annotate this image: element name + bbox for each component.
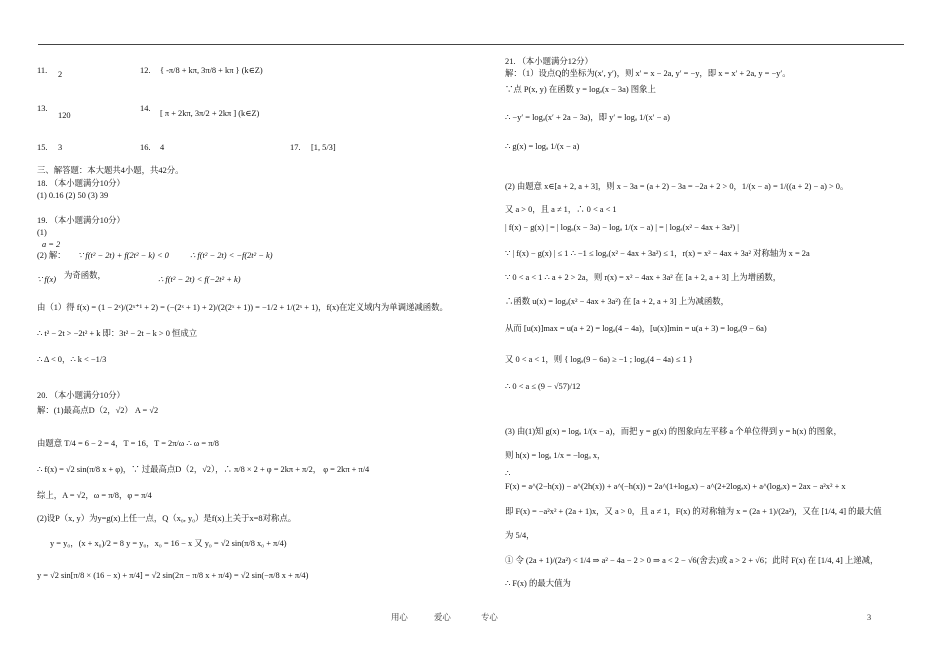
q21-line-21: ∴ F(x) 的最大值为 bbox=[505, 579, 571, 588]
q20-line-3: ∴ f(x) = √2 sin(π/8 x + φ)，∵ 过最高点D（2，√2），∴ π/8 × 2 + φ = 2kπ + π/2， φ = 2kπ + π/4 bbox=[37, 465, 370, 474]
q21-line-9: ∵ 0 < a < 1 ∴ a + 2 > 2a，则 r(x) = x² − 4ax + 3a² 在 [a + 2, a + 3] 上为增函数， bbox=[505, 273, 782, 282]
q19-part2-label: (2) 解： bbox=[37, 251, 66, 260]
q21-line-8: ∵ | f(x) − g(x) | ≤ 1 ∴ −1 ≤ logₐ(x² − 4ax + 3a²) ≤ 1，r(x) = x² − 4ax + 3a² 对称轴为 x = 2a bbox=[505, 249, 810, 258]
q21-line-14: (3) 由(1)知 g(x) = logₐ 1/(x − a)，而把 y = g(x) 的图象向左平移 a 个单位得到 y = h(x) 的图象， bbox=[505, 427, 842, 436]
q20-line-1: 解：(1)最高点D（2，√2） A = √2 bbox=[37, 406, 159, 415]
header-rule bbox=[38, 44, 904, 45]
q20-line-7: y = √2 sin[π/8 × (16 − x) + π/4] = √2 sin(2π − π/8 x + π/4) = √2 sin(−π/8 x + π/4) bbox=[37, 571, 309, 580]
q20-line-2: 由题意 T/4 = 6 − 2 = 4，T = 16，T = 2π/ω ∴ ω = π/8 bbox=[37, 439, 219, 448]
answer-16-num: 16. bbox=[140, 143, 151, 152]
answer-17-val: [1, 5/3] bbox=[311, 143, 336, 152]
answer-15-num: 15. bbox=[37, 143, 48, 152]
q21-line-5: (2) 由题意 x∈[a + 2, a + 3]，则 x − 3a = (a + 2) − 3a = −2a + 2 > 0，1/(x − a) = 1/((a + 2) − a) > 0。 bbox=[505, 182, 849, 191]
q18-answers: (1) 0.16 (2) 50 (3) 39 bbox=[37, 191, 109, 200]
q19-odd-function-text: 为奇函数， bbox=[64, 271, 106, 280]
section-3-heading: 三、解答题：本大题共4小题，共42分。 bbox=[37, 166, 184, 175]
footer-yongxin: 用心 bbox=[391, 613, 408, 622]
q21-line-20: ① 令 (2a + 1)/(2a²) < 1/4 ⇒ a² − 4a − 2 > 0 ⇒ a < 2 − √6(舍去)或 a > 2 + √6；此时 F(x) 在 [1/4, 4] 上递减， bbox=[505, 556, 879, 565]
q19-always-holds: ∴ t² − 2t > −2t² + k 即：3t² − 2t − k > 0 恒成立 bbox=[37, 329, 198, 338]
q20-line-6: y = y₀，(x + x₀)/2 = 8 y = y₀，x₀ = 16 − x 又 y₀ = √2 sin(π/8 x₀ + π/4) bbox=[50, 539, 287, 548]
q19-line-inequality-2: ∴ f(t² − 2t) < −f(2t² − k) bbox=[190, 251, 273, 260]
answer-11-num: 11. bbox=[37, 66, 48, 75]
footer-aixin: 爱心 bbox=[434, 613, 451, 622]
page-number: 3 bbox=[867, 613, 872, 622]
q21-line-10: ∴函数 u(x) = logₐ(x² − 4ax + 3a²) 在 [a + 2, a + 3] 上为减函数， bbox=[505, 297, 729, 306]
q21-line-17: F(x) = a^(2−h(x)) − a^(2h(x)) + a^(−h(x)) = 2a^(1+logₐx) − a^(2+2logₐx) + a^(logₐx) = 2ax − a²x² + x bbox=[505, 482, 846, 491]
q21-line-12: 又 0 < a < 1，则 { logₐ(9 − 6a) ≥ −1 ; logₐ(4 − 4a) ≤ 1 } bbox=[505, 355, 693, 364]
q20-line-4: 综上，A = √2，ω = π/8，φ = π/4 bbox=[37, 491, 152, 500]
q21-line-7: | f(x) − g(x) | = | logₐ(x − 3a) − logₐ 1/(x − a) | = | logₐ(x² − 4ax + 3a²) | bbox=[505, 223, 739, 232]
q19-monotonic: 由（1）得 f(x) = (1 − 2ˣ)/(2ˣ⁺¹ + 2) = (−(2ˣ + 1) + 2)/(2(2ˣ + 1)) = −1/2 + 1/(2ˣ + 1)，f(x)在定义域内为单调递减函数。 bbox=[37, 303, 448, 312]
q21-line-11: 从而 [u(x)]max = u(a + 2) = logₐ(4 − 4a)，[u(x)]min = u(a + 3) = logₐ(9 − 6a) bbox=[505, 324, 767, 333]
q20-heading: 20. （本小题满分10分） bbox=[37, 391, 125, 400]
footer-zhuanxin: 专心 bbox=[481, 613, 498, 622]
q21-line-13: ∴ 0 < a ≤ (9 − √57)/12 bbox=[505, 382, 581, 391]
q19-part1-answer: a = 2 bbox=[42, 240, 61, 249]
answer-12-num: 12. bbox=[140, 66, 151, 75]
q21-heading: 21. （本小题满分12分） bbox=[505, 57, 593, 66]
q21-line-19: 为 5/4， bbox=[505, 531, 535, 540]
q19-line-inequality: ∵ f(t² − 2t) + f(2t² − k) < 0 bbox=[78, 251, 169, 260]
q19-conclusion: ∴ Δ < 0，∴ k < −1/3 bbox=[37, 355, 107, 364]
q21-line-4: ∴ g(x) = logₐ 1/(x − a) bbox=[505, 142, 580, 151]
q21-line-16: ∴ bbox=[505, 469, 511, 478]
answer-13-num: 13. bbox=[37, 104, 48, 113]
q21-line-1: 解：（1）设点Q的坐标为(x′, y′)，则 x′ = x − 2a, y′ = −y，即 x = x′ + 2a, y = −y′。 bbox=[505, 69, 791, 78]
answer-16-val: 4 bbox=[160, 143, 165, 152]
answer-14-num: 14. bbox=[140, 104, 151, 113]
q19-part1-label: (1) bbox=[37, 228, 47, 237]
answer-15-val: 3 bbox=[58, 143, 63, 152]
q19-odd-function: ∵ f(x) bbox=[37, 275, 57, 284]
q20-line-5: (2)设P（x, y）为y=g(x)上任一点，Q（x₀, y₀）是f(x)上关于x=8对称点。 bbox=[37, 514, 297, 523]
q21-line-18: 即 F(x) = −a²x² + (2a + 1)x，又 a > 0，且 a ≠ 1，F(x) 的对称轴为 x = (2a + 1)/(2a²)，又在 [1/4, 4] 的最大值 bbox=[505, 507, 882, 516]
answer-14-val: [ π + 2kπ, 3π/2 + 2kπ ] (k∈Z) bbox=[160, 109, 260, 118]
q19-heading: 19. （本小题满分10分） bbox=[37, 216, 125, 225]
q21-line-3: ∴ −y′ = logₐ(x′ + 2a − 3a)，即 y′ = logₐ 1/(x′ − a) bbox=[505, 113, 670, 122]
q21-line-6: 又 a > 0，且 a ≠ 1，∴ 0 < a < 1 bbox=[505, 205, 617, 214]
q21-line-15: 则 h(x) = logₐ 1/x = −logₐ x， bbox=[505, 451, 606, 460]
answer-11-val: 2 bbox=[58, 70, 63, 79]
q19-inequality-3: ∴ f(t² − 2t) < f(−2t² + k) bbox=[158, 275, 241, 284]
q18-heading: 18. （本小题满分10分） bbox=[37, 179, 125, 188]
answer-17-num: 17. bbox=[290, 143, 301, 152]
answer-13-val: 120 bbox=[58, 111, 71, 120]
answer-12-val: { -π/8 + kπ, 3π/8 + kπ } (k∈Z) bbox=[160, 66, 263, 75]
q21-line-2: ∵点 P(x, y) 在函数 y = logₐ(x − 3a) 图象上 bbox=[505, 85, 656, 94]
